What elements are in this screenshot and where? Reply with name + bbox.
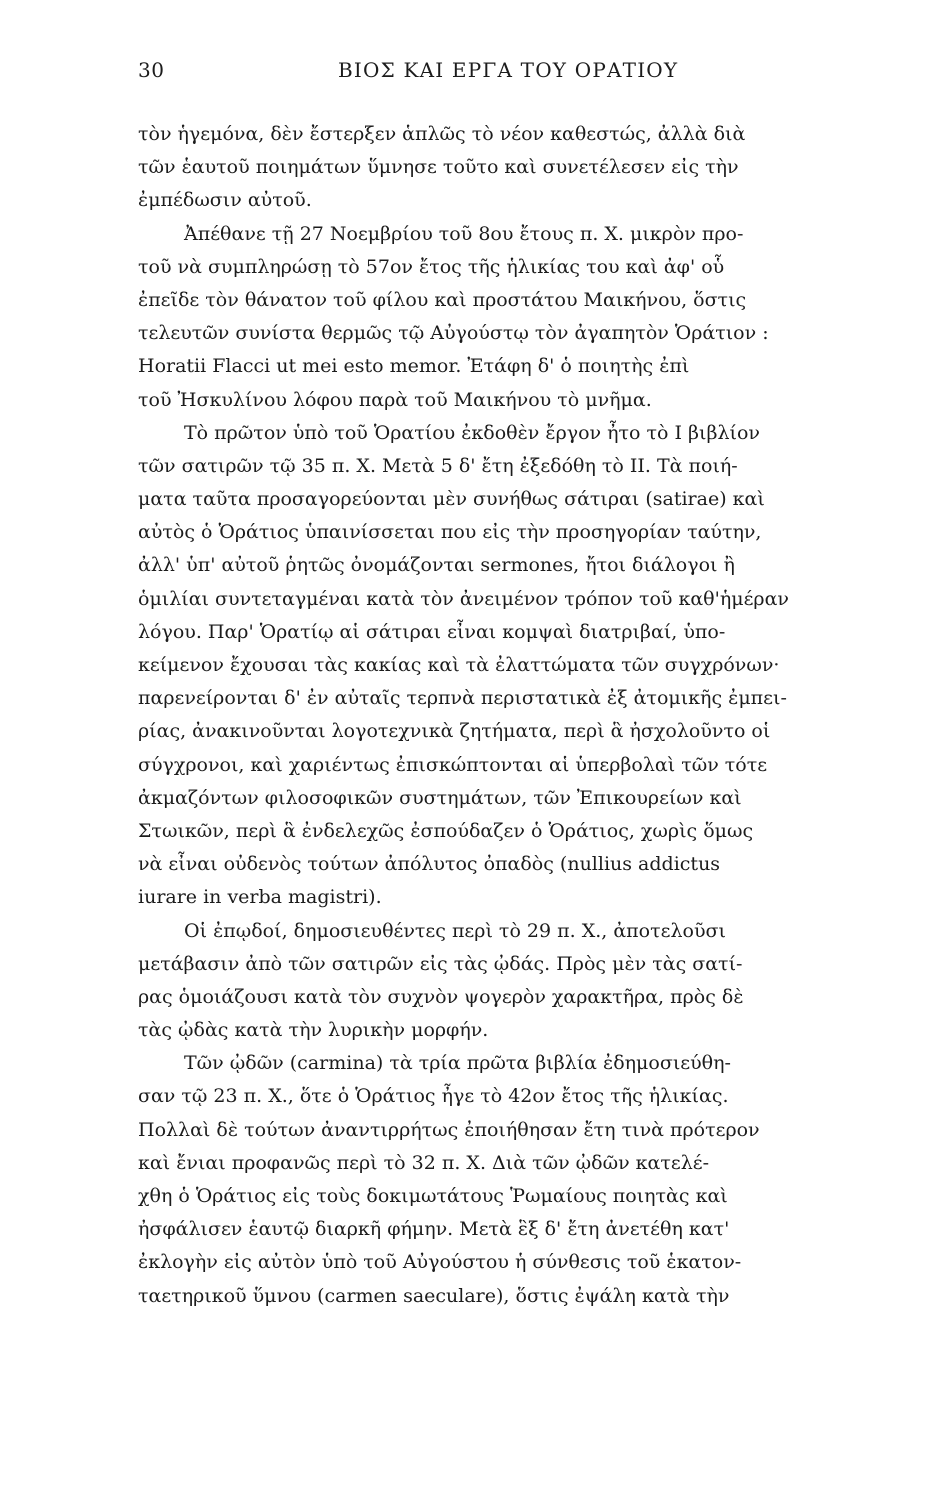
page-number: 30 <box>138 58 165 82</box>
paragraph-start-line: Οἱ ἐπῳδοί, δημοσιευθέντες περὶ τὸ 29 π. Χ., ἀποτελοῦσι <box>184 919 726 942</box>
text-line: Horatii Flacci ut mei esto memor. Ἐτάφη δ' ὁ ποιητὴς ἐπὶ <box>138 355 690 378</box>
text-line: σαν τῷ 23 π. Χ., ὅτε ὁ Ὁράτιος ἦγε τὸ 42ον ἔτος τῆς ἡλικίας. <box>138 1085 729 1108</box>
text-line: σύγχρονοι, καὶ χαριέντως ἐπισκώπτονται αἱ ὑπερβολαὶ τῶν τότε <box>138 753 768 776</box>
page-header <box>138 58 738 94</box>
text-line: μετάβασιν ἀπὸ τῶν σατιρῶν εἰς τὰς ᾠδάς. Πρὸς μὲν τὰς σατί- <box>138 952 743 975</box>
text-line: νὰ εἶναι οὐδενὸς τούτων ἀπόλυτος ὀπαδὸς (nullius addictus <box>138 853 721 876</box>
text-line: λόγου. Παρ' Ὁρατίῳ αἱ σάτιραι εἶναι κομψαὶ διατριβαί, ὑπο- <box>138 620 726 643</box>
paragraph-start-line: Ἀπέθανε τῇ 27 Νοεμβρίου τοῦ 8ου ἔτους π. Χ. μικρὸν προ- <box>184 222 744 245</box>
text-line: αὐτὸς ὁ Ὁράτιος ὑπαινίσσεται που εἰς τὴν προσηγορίαν ταύτην, <box>138 521 762 544</box>
text-line: ἐπεῖδε τὸν θάνατον τοῦ φίλου καὶ προστάτου Μαικήνου, ὅστις <box>138 288 747 311</box>
text-line: τοῦ Ἠσκυλίνου λόφου παρὰ τοῦ Μαικήνου τὸ μνῆμα. <box>138 388 652 411</box>
text-line: ματα ταῦτα προσαγορεύονται μὲν συνήθως σάτιραι (satirae) καὶ <box>138 488 765 511</box>
text-line: τοῦ νὰ συμπληρώσῃ τὸ 57ον ἔτος τῆς ἡλικίας του καὶ ἀφ' οὗ <box>138 255 725 278</box>
text-line: ἀκμαζόντων φιλοσοφικῶν συστημάτων, τῶν Ἐπικουρείων καὶ <box>138 786 742 809</box>
text-line: ὁμιλίαι συντεταγμέναι κατὰ τὸν ἀνειμένον τρόπον τοῦ καθ'ἡμέραν <box>138 587 789 610</box>
paragraph-start-line: Τῶν ᾠδῶν (carmina) τὰ τρία πρῶτα βιβλία ἐδημοσιεύθη- <box>184 1052 731 1075</box>
text-line: τὰς ᾠδὰς κατὰ τὴν λυρικὴν μορφήν. <box>138 1019 489 1042</box>
text-line: ἐκλογὴν εἰς αὐτὸν ὑπὸ τοῦ Αὐγούστου ἡ σύνθεσις τοῦ ἑκατον- <box>138 1251 742 1274</box>
text-line: ρας ὁμοιάζουσι κατὰ τὸν συχνὸν ψογερὸν χαρακτῆρα, πρὸς δὲ <box>138 985 744 1008</box>
text-line: iurare in verba magistri). <box>138 886 382 909</box>
text-line: κείμενον ἔχουσαι τὰς κακίας καὶ τὰ ἐλαττώματα τῶν συγχρόνων· <box>138 654 780 676</box>
text-line: τῶν σατιρῶν τῷ 35 π. Χ. Μετὰ 5 δ' ἔτη ἐξεδόθη τὸ ΙΙ. Τὰ ποιή- <box>138 454 738 477</box>
paragraph-start-line: Τὸ πρῶτον ὑπὸ τοῦ Ὁρατίου ἐκδοθὲν ἔργον ἦτο τὸ Ι βιβλίον <box>184 421 760 444</box>
text-line: Στωικῶν, περὶ ἃ ἐνδελεχῶς ἐσπούδαζεν ὁ Ὁράτιος, χωρὶς ὅμως <box>138 819 754 842</box>
text-line: ἠσφάλισεν ἑαυτῷ διαρκῆ φήμην. Μετὰ ἓξ δ' ἔτη ἀνετέθη κατ' <box>138 1218 730 1241</box>
text-line: ἐμπέδωσιν αὐτοῦ. <box>138 189 312 212</box>
running-title: ΒΙΟΣ ΚΑΙ ΕΡΓΑ ΤΟΥ ΟΡΑΤΙΟΥ <box>338 58 679 82</box>
body-text <box>138 118 938 1314</box>
text-line: χθη ὁ Ὁράτιος εἰς τοὺς δοκιμωτάτους Ῥωμαίους ποιητὰς καὶ <box>138 1185 728 1207</box>
text-line: Πολλαὶ δὲ τούτων ἀναντιρρήτως ἐποιήθησαν ἔτη τινὰ πρότερον <box>138 1118 760 1141</box>
text-line: ρίας, ἀνακινοῦνται λογοτεχνικὰ ζητήματα, περὶ ἃ ἠσχολοῦντο οἱ <box>138 720 771 743</box>
text-line: τῶν ἑαυτοῦ ποιημάτων ὕμνησε τοῦτο καὶ συνετέλεσεν εἰς τὴν <box>138 156 739 179</box>
text-line: ἀλλ' ὑπ' αὐτοῦ ῥητῶς ὀνομάζονται sermones, ἤτοι διάλογοι ἢ <box>138 554 735 577</box>
text-line: τελευτῶν συνίστα θερμῶς τῷ Αὐγούστῳ τὸν ἀγαπητὸν Ὁράτιον : <box>138 322 769 345</box>
text-line: ταετηρικοῦ ὕμνου (carmen saeculare), ὅστις ἐψάλη κατὰ τὴν <box>138 1284 730 1307</box>
text-line: τὸν ἡγεμόνα, δὲν ἔστερξεν ἁπλῶς τὸ νέον καθεστώς, ἀλλὰ διὰ <box>138 123 746 145</box>
text-line: καὶ ἔνιαι προφανῶς περὶ τὸ 32 π. Χ. Διὰ τῶν ᾠδῶν κατελέ- <box>138 1151 710 1174</box>
text-line: παρενείρονται δ' ἐν αὐταῖς τερπνὰ περιστατικὰ ἐξ ἀτομικῆς ἐμπει- <box>138 687 787 710</box>
